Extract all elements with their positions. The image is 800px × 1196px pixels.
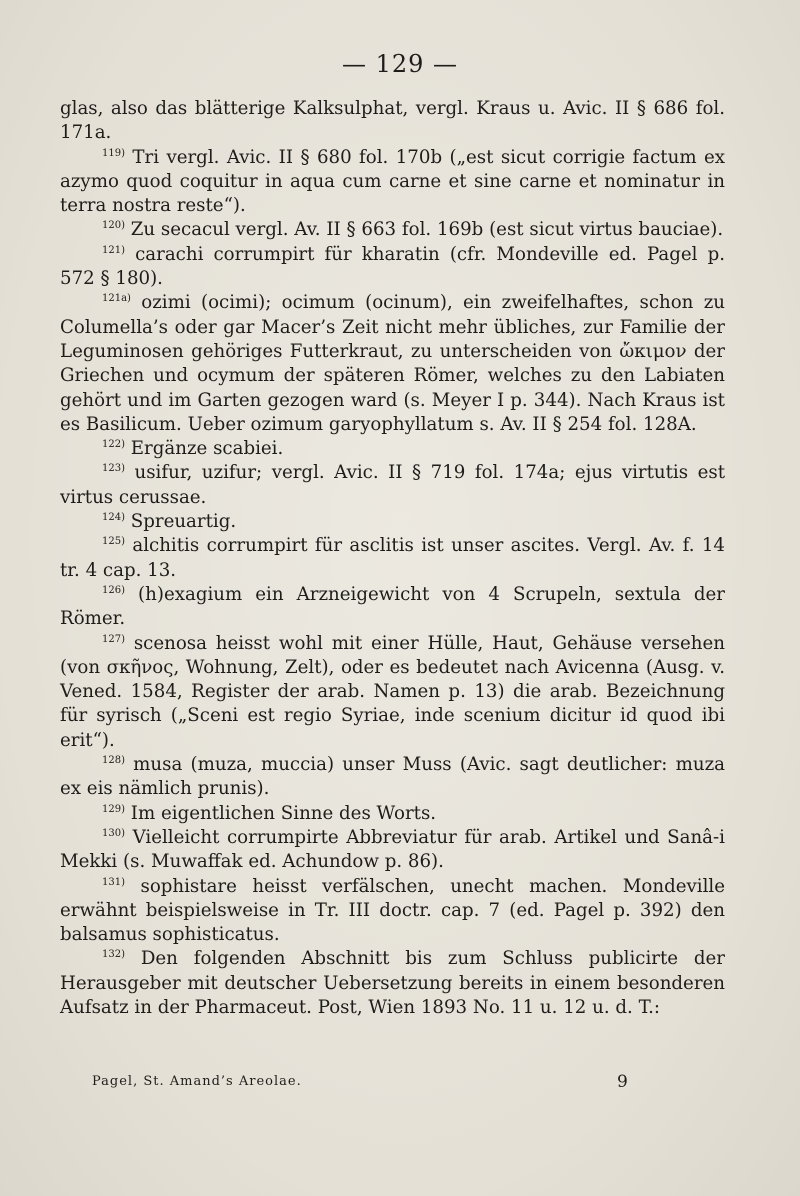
footnote-129: $^{129)}$ Im eigentlichen Sinne des Worts. xyxy=(102,802,437,824)
page-number: — 129 — xyxy=(341,50,459,78)
footnotes-body xyxy=(60,97,725,1020)
footnote-121a: $^{121a)}$ ozimi (ocimi); ocimum (ocinum), ein zweifelhaftes, schon zu Columella’s oder gar Macer’s Zeit nicht mehr übliches, zur Familie der Leguminosen gehöriges Futterkraut, zu unterscheiden von ὤκιμον der Griechen und ocymum der späteren Römer, welches zu den Labiaten gehört und im Garten gezogen ward (s. Meyer I p. 344). Nach Kraus ist es Basilicum. Ueber ozimum garyophyllatum s. Av. II § 254 fol. 128A. xyxy=(60,292,725,435)
footnote-131: $^{131)}$ sophistare heisst verfälschen, unecht machen. Mondeville erwähnt beispielsweise in Tr. III doctr. cap. 7 (ed. Pagel p. 392) den balsamus sophisticatus. xyxy=(60,875,725,946)
paragraph-0: glas, also das blätterige Kalksulphat, vergl. Kraus u. Avic. II § 686 fol. 171a. xyxy=(60,98,725,144)
footnote-122: $^{122)}$ Ergänze scabiei. xyxy=(102,438,284,460)
footnote-126: $^{126)}$ (h)exagium ein Arzneigewicht von 4 Scrupeln, sextula der Römer. xyxy=(60,583,725,630)
page-footer xyxy=(92,1072,692,1092)
footnote-125: $^{125)}$ alchitis corrumpirt für asclitis ist unser ascites. Vergl. Av. f. 14 tr. 4 cap. 13. xyxy=(60,535,725,581)
footnote-119: $^{119)}$ Tri vergl. Avic. II § 680 fol. 170b („est sicut corrigie factum ex azymo quod coquitur in aqua cum carne et sine carne et nominatur in terra nostra reste“). xyxy=(60,146,725,217)
footnote-132: $^{132)}$ Den folgenden Abschnitt bis zum Schluss publicirte der Herausgeber mit deutscher Uebersetzung bereits in einem besonderen Aufsatz in der Pharmaceut. Post, Wien 1893 No. 11 u. 12 u. d. T.: xyxy=(60,948,725,1018)
footnote-130: $^{130)}$ Vielleicht corrumpirte Abbreviatur für arab. Artikel und Sanâ-i Mekki (s. Muwaffak ed. Achundow p. 86). xyxy=(60,826,725,873)
footnote-121: $^{121)}$ carachi corrumpirt für kharatin (cfr. Mondeville ed. Pagel p. 572 § 180). xyxy=(60,243,725,290)
footnote-120: $^{120)}$ Zu secacul vergl. Av. II § 663 fol. 169b (est sicut virtus bauciae). xyxy=(102,219,724,241)
footnote-128: $^{128)}$ musa (muza, muccia) unser Muss (Avic. sagt deutlicher: muza ex eis nämlich prunis). xyxy=(60,754,725,800)
footnote-127: $^{127)}$ scenosa heisst wohl mit einer Hülle, Haut, Gehäuse versehen (von σκῆνος, Wohnung, Zelt), oder es bedeutet nach Avicenna (Ausg. v. Vened. 1584, Register der arab. Namen p. 13) die arab. Bezeichnung für syrisch („Sceni est regio Syriae, inde scenium dicitur id quod ibi erit“). xyxy=(60,632,725,751)
footer-book-title: Pagel, St. Amand’s Areolae. xyxy=(92,1074,302,1089)
footer-signature-number: 9 xyxy=(617,1072,628,1092)
footnote-123: $^{123)}$ usifur, uzifur; vergl. Avic. II § 719 fol. 174a; ejus virtutis est virtus cerussae. xyxy=(60,462,725,508)
footnote-124: $^{124)}$ Spreuartig. xyxy=(102,511,237,533)
